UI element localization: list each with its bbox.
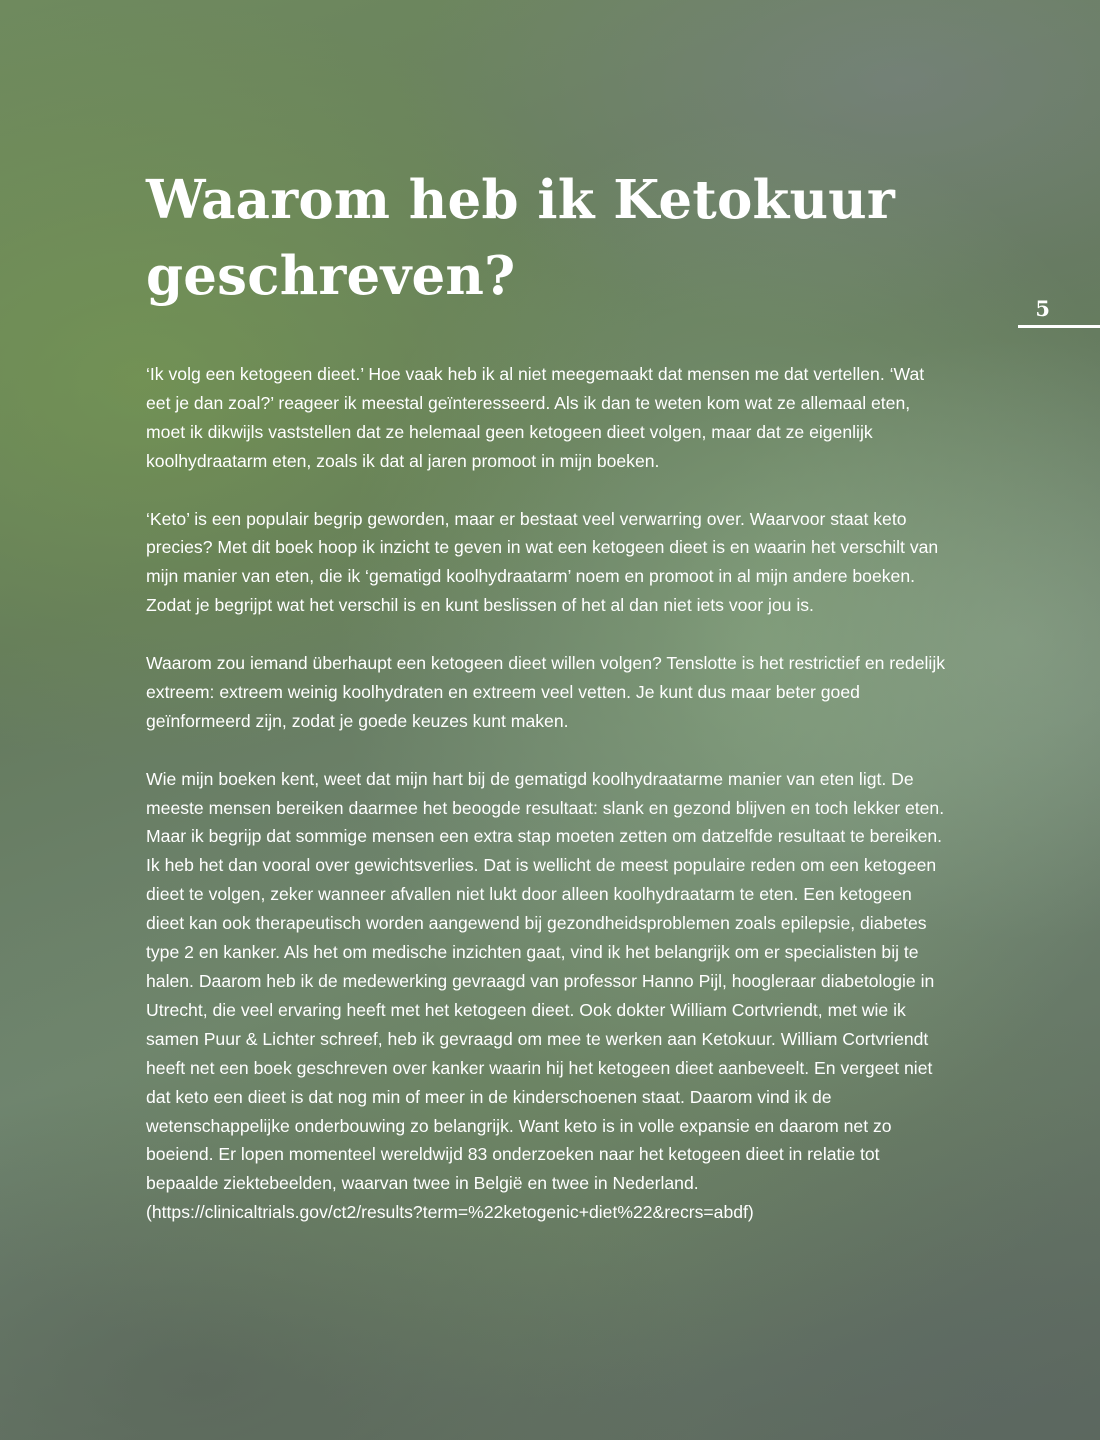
page-number-rule <box>1018 325 1100 328</box>
paragraph-2: ‘Keto’ is een populair begrip geworden, maar er bestaat veel verwarring over. Waarvoor staat keto precies? Met dit boek hoop ik inzicht te geven in wat een ketogeen dieet is en waarin het verschilt van mijn manier van eten, die ik ‘gematigd koolhydraatarm’ noem en promoot in al mijn andere boeken. Zodat je begrijpt wat het verschil is en kunt beslissen of het al dan niet iets voor jou is. <box>146 508 939 616</box>
paragraph-4: Wie mijn boeken kent, weet dat mijn hart bij de gematigd koolhydraatarme manier van eten ligt. De meeste mensen bereiken daarmee het beoogde resultaat: slank en gezond blijven en toch lekker eten. Maar ik begrijp dat sommige mensen een extra stap moeten zetten om datzelfde resultaat te bereiken. Ik heb het dan vooral over gewichtsverlies. Dat is wellicht de meest populaire reden om een ketogeen dieet te volgen, zeker wanneer afvallen niet lukt door alleen koolhydraatarm te eten. Een ketogeen dieet kan ook therapeutisch worden aangewend bij gezondheidsproblemen zoals epilepsie, diabetes type 2 en kanker. Als het om medische inzichten gaat, vind ik het belangrijk om er specialisten bij te halen. Daarom heb ik de medewerking gevraagd van professor Hanno Pijl, hoogleraar diabetologie in Utrecht, die veel ervaring heeft met het ketogeen dieet. Ook dokter William Cortvriendt, met wie ik samen Puur & Lichter schreef, heb ik gevraagd om mee te werken aan Ketokuur. William Cortvriendt heeft net een boek geschreven over kanker waarin hij het ketogeen dieet aanbeveelt. En vergeet niet dat keto een dieet is dat nog min of meer in de kinderschoenen staat. Daarom vind ik de wetenschappelijke onderbouwing zo belangrijk. Want keto is in volle expansie en daarom net zo boeiend. Er lopen momenteel wereldwijd 83 onderzoeken naar het ketogeen dieet in relatie tot bepaalde ziektebeelden, waarvan twee in België en twee in Nederland. (https://clinicaltrials.gov/ct2/results?term=%22ketogenic+diet%22&recrs=abdf) <box>146 768 945 1223</box>
body-text <box>146 360 951 1256</box>
page-title: Waarom heb ik Ketokuur geschreven? <box>146 169 896 307</box>
paragraph-1: ‘Ik volg een ketogeen dieet.’ Hoe vaak heb ik al niet meegemaakt dat mensen me dat vertellen. ‘Wat eet je dan zoal?’ reageer ik meestal geïnteresseerd. Als ik dan te weten kom wat ze allemaal eten, moet ik dikwijls vaststellen dat ze helemaal geen ketogeen dieet volgen, maar dat ze eigenlijk koolhydraatarm eten, zoals ik dat al jaren promoot in mijn boeken. <box>146 364 925 471</box>
paragraph-3: Waarom zou iemand überhaupt een ketogeen dieet willen volgen? Tenslotte is het restrictief en redelijk extreem: extreem weinig koolhydraten en extreem veel vetten. Je kunt dus maar beter goed geïnformeerd zijn, zodat je goede keuzes kunt maken. <box>146 653 946 731</box>
page-number: 5 <box>1035 296 1050 321</box>
